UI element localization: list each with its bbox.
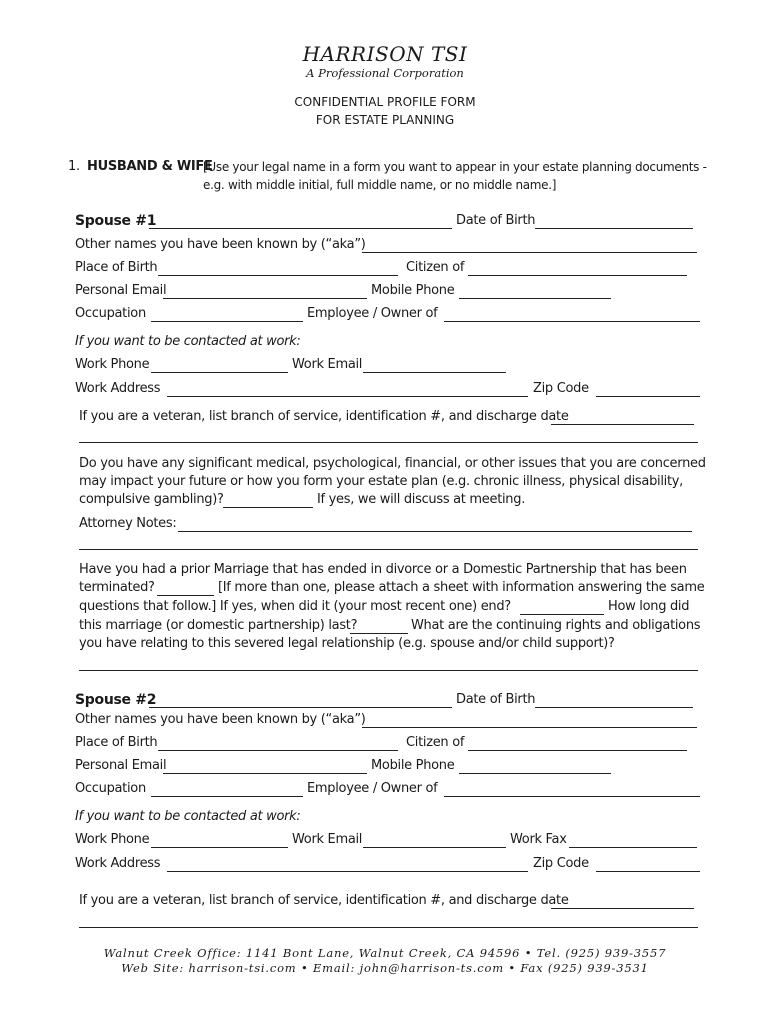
- attorney-notes-field[interactable]: [178, 531, 692, 532]
- zip-code-label: Zip Code: [533, 381, 589, 396]
- citizen-of-label: Citizen of: [406, 735, 465, 750]
- section-number: 1.: [68, 159, 80, 174]
- section-heading: HUSBAND & WIFE: [87, 159, 213, 174]
- spouse2-place-of-birth-field[interactable]: [158, 750, 398, 751]
- instructions-line1: [Use your legal name in a form you want to appear in your estate planning documents -: [203, 160, 707, 174]
- marriage-duration-field[interactable]: [350, 633, 408, 634]
- work-address-label: Work Address: [75, 856, 161, 871]
- spouse1-place-of-birth-field[interactable]: [158, 275, 398, 276]
- zip-code-label: Zip Code: [533, 856, 589, 871]
- work-phone-label: Work Phone: [75, 832, 150, 847]
- mobile-phone-label: Mobile Phone: [371, 758, 455, 773]
- spouse1-veteran-field-cont[interactable]: [79, 442, 698, 443]
- place-of-birth-label: Place of Birth: [75, 260, 158, 275]
- contact-at-work-label: If you want to be contacted at work:: [75, 334, 301, 349]
- medical-answer-field[interactable]: [223, 507, 313, 508]
- spouse2-aka-field[interactable]: [362, 727, 697, 728]
- work-email-label: Work Email: [292, 832, 363, 847]
- spouse2-dob-field[interactable]: [535, 707, 693, 708]
- firm-name: HARRISON TSI: [302, 42, 468, 66]
- spouse2-employer-field[interactable]: [444, 796, 700, 797]
- spouse2-veteran-field-cont[interactable]: [79, 927, 698, 928]
- work-address-label: Work Address: [75, 381, 161, 396]
- spouse2-personal-email-field[interactable]: [163, 773, 367, 774]
- attorney-notes-label: Attorney Notes:: [79, 516, 177, 531]
- spouse1-aka-field[interactable]: [362, 252, 697, 253]
- medical-question-line1: Do you have any significant medical, psychological, financial, or other issues that you are concerned: [79, 456, 706, 471]
- mobile-phone-label: Mobile Phone: [371, 283, 455, 298]
- spouse2-work-fax-field[interactable]: [569, 847, 697, 848]
- aka-label: Other names you have been known by (“aka”): [75, 237, 366, 252]
- work-email-label: Work Email: [292, 357, 363, 372]
- personal-email-label: Personal Email: [75, 283, 167, 298]
- spouse1-work-phone-field[interactable]: [151, 372, 288, 373]
- spouse1-work-address-field[interactable]: [167, 396, 528, 397]
- marriage-obligations-field[interactable]: [79, 670, 698, 671]
- marriage-question-line3b: How long did: [608, 599, 690, 614]
- spouse1-personal-email-field[interactable]: [163, 298, 367, 299]
- marriage-question-line3a: questions that follow.] If yes, when did it (your most recent one) end?: [79, 599, 511, 614]
- spouse1-citizen-field[interactable]: [468, 275, 687, 276]
- firm-subtitle: A Professional Corporation: [306, 66, 464, 80]
- spouse1-dob-field[interactable]: [535, 228, 693, 229]
- spouse2-label: Spouse #2: [75, 692, 157, 708]
- dob-label: Date of Birth: [456, 692, 536, 707]
- spouse1-veteran-field[interactable]: [551, 424, 694, 425]
- spouse2-mobile-phone-field[interactable]: [459, 773, 611, 774]
- spouse1-occupation-field[interactable]: [151, 321, 303, 322]
- spouse2-work-phone-field[interactable]: [151, 847, 288, 848]
- place-of-birth-label: Place of Birth: [75, 735, 158, 750]
- spouse1-name-field[interactable]: [149, 228, 452, 229]
- spouse1-label: Spouse #1: [75, 213, 157, 229]
- medical-question-line3a: compulsive gambling)?: [79, 492, 224, 507]
- spouse2-veteran-field[interactable]: [551, 908, 694, 909]
- spouse2-work-address-field[interactable]: [167, 871, 528, 872]
- instructions-line2: e.g. with middle initial, full middle name, or no middle name.]: [203, 178, 557, 192]
- personal-email-label: Personal Email: [75, 758, 167, 773]
- attorney-notes-field-cont[interactable]: [79, 549, 698, 550]
- marriage-question-line5: you have relating to this severed legal relationship (e.g. spouse and/or child support)?: [79, 636, 615, 651]
- spouse1-mobile-phone-field[interactable]: [459, 298, 611, 299]
- veteran-label: If you are a veteran, list branch of service, identification #, and discharge date: [79, 409, 569, 424]
- marriage-question-line4a: this marriage (or domestic partnership) last?: [79, 618, 358, 633]
- marriage-end-date-field[interactable]: [520, 614, 604, 615]
- marriage-question-line1: Have you had a prior Marriage that has ended in divorce or a Domestic Partnership that has been: [79, 562, 687, 577]
- work-fax-label: Work Fax: [510, 832, 567, 847]
- marriage-question-line2b: [If more than one, please attach a sheet with information answering the same: [218, 580, 705, 595]
- footer-office-line: Walnut Creek Office: 1141 Bont Lane, Walnut Creek, CA 94596 • Tel. (925) 939-3557: [103, 946, 667, 960]
- spouse2-work-email-field[interactable]: [363, 847, 506, 848]
- spouse2-name-field[interactable]: [149, 707, 452, 708]
- spouse2-citizen-field[interactable]: [468, 750, 687, 751]
- employee-owner-label: Employee / Owner of: [307, 306, 438, 321]
- form-title-line1: CONFIDENTIAL PROFILE FORM: [294, 95, 476, 109]
- spouse2-occupation-field[interactable]: [151, 796, 303, 797]
- spouse2-zip-field[interactable]: [596, 871, 700, 872]
- veteran-label: If you are a veteran, list branch of service, identification #, and discharge date: [79, 893, 569, 908]
- spouse1-work-email-field[interactable]: [363, 372, 506, 373]
- medical-question-line3b: If yes, we will discuss at meeting.: [317, 492, 526, 507]
- contact-at-work-label: If you want to be contacted at work:: [75, 809, 301, 824]
- spouse1-employer-field[interactable]: [444, 321, 700, 322]
- work-phone-label: Work Phone: [75, 357, 150, 372]
- footer-web-line: Web Site: harrison-tsi.com • Email: john@harrison-ts.com • Fax (925) 939-3531: [121, 961, 649, 975]
- form-title-line2: FOR ESTATE PLANNING: [315, 113, 455, 127]
- marriage-question-line4b: What are the continuing rights and obligations: [411, 618, 701, 633]
- prior-marriage-answer-field[interactable]: [157, 595, 214, 596]
- aka-label: Other names you have been known by (“aka”): [75, 712, 366, 727]
- marriage-question-line2a: terminated?: [79, 580, 155, 595]
- medical-question-line2: may impact your future or how you form your estate plan (e.g. chronic illness, physical disability,: [79, 474, 683, 489]
- dob-label: Date of Birth: [456, 213, 536, 228]
- occupation-label: Occupation: [75, 781, 146, 796]
- citizen-of-label: Citizen of: [406, 260, 465, 275]
- employee-owner-label: Employee / Owner of: [307, 781, 438, 796]
- occupation-label: Occupation: [75, 306, 146, 321]
- spouse1-zip-field[interactable]: [596, 396, 700, 397]
